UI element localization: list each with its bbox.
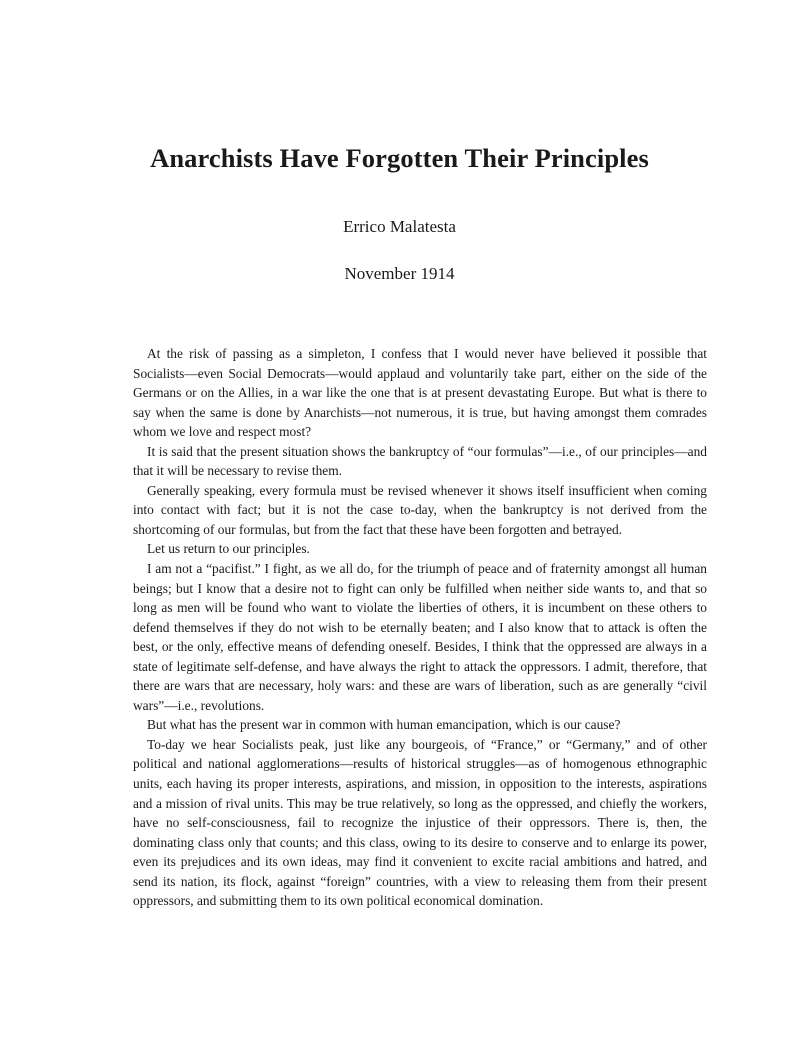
- paragraph: Generally speaking, every formula must be revised whenever it shows itself insufficient when coming into contact with fact; but it is not the case to-day, when the bankruptcy is not derived from the shortcoming of our formulas, but from the fact that these have been forgotten and betrayed.: [133, 482, 707, 537]
- paragraph: But what has the present war in common with human emancipation, which is our cause?: [147, 717, 621, 733]
- document-date: November 1914: [344, 264, 455, 283]
- paragraph: It is said that the present situation shows the bankruptcy of “our formulas”—i.e., of our principles—and that it will be necessary to revise them.: [133, 443, 707, 479]
- paragraph: At the risk of passing as a simpleton, I confess that I would never have believed it possible that Socialists—even Social Democrats—would applaud and voluntarily take part, either on the side of the Germans or on the Allies, in a war like the one that is at present devastating Europe. But what is there to say when the same is done by Anarchists—not numerous, it is true, but having amongst them comrades whom we love and respect most?: [133, 346, 707, 440]
- paragraph: To-day we hear Socialists peak, just like any bourgeois, of “France,” or “Germany,” and of other political and national agglomerations—results of historical struggles—as of homogenous ethnographic units, each having its proper interests, aspirations, and mission, in opposition to the interests, aspirations and a mission of rival units. This may be true relatively, so long as the oppressed, and chiefly the workers, have no self-consciousness, fail to recognize the injustice of their oppressors. There is, then, the dominating class only that counts; and this class, owing to its desire to conserve and to enlarge its power, even its prejudices and its own ideas, may find it convenient to excite racial ambitions and hatred, and send its nation, its flock, against “foreign” countries, with a view to releasing them from their present oppressors, and submitting them to its own political economical domination.: [133, 736, 707, 909]
- paragraph: Let us return to our principles.: [147, 541, 310, 557]
- document-author: Errico Malatesta: [343, 217, 456, 236]
- document-title: Anarchists Have Forgotten Their Principles: [150, 143, 649, 173]
- paragraph: I am not a “pacifist.” I fight, as we all do, for the triumph of peace and of fraternity amongst all human beings; but I know that a desire not to fight can only be fulfilled when neither side wants to, and that so long as men will be found who want to violate the liberties of others, it is incumbent on these others to defend themselves if they do not wish to be eternally beaten; and I also know that to attack is often the best, or the only, effective means of defending oneself. Besides, I think that the oppressed are always in a state of legitimate self-defense, and have always the right to attack the oppressors. I admit, therefore, that there are wars that are necessary, holy wars: and these are wars of liberation, such as are generally “civil wars”—i.e., revolutions.: [133, 561, 707, 713]
- document-body: [133, 344, 707, 911]
